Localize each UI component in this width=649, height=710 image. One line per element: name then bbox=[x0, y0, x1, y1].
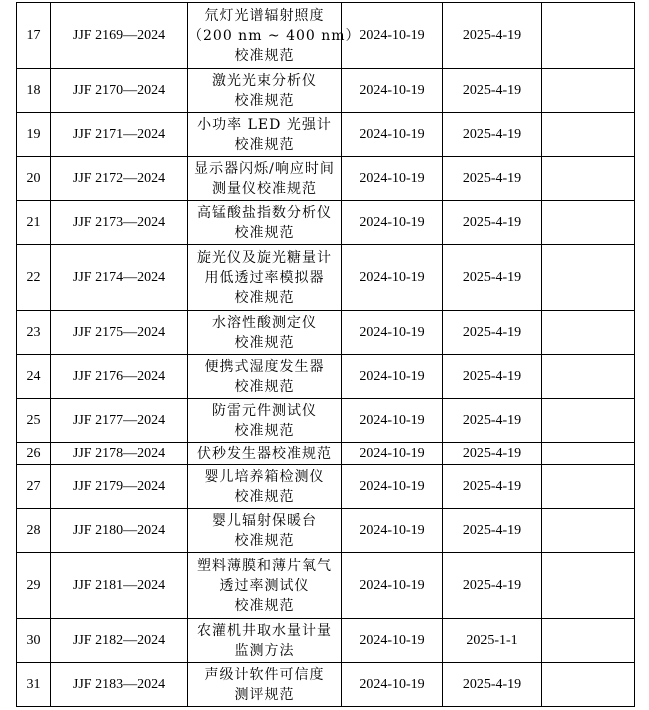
standard-name-line: 激光光束分析仪 bbox=[212, 72, 317, 89]
note-cell bbox=[542, 553, 635, 619]
standard-code-cell: JJF 2175—2024 bbox=[51, 311, 188, 355]
standard-name-cell bbox=[188, 509, 342, 553]
effective-date-cell: 2025-4-19 bbox=[443, 465, 542, 509]
publish-date-cell: 2024-10-19 bbox=[342, 509, 443, 553]
standard-name-line: 测量仪校准规范 bbox=[212, 180, 317, 197]
note-cell bbox=[542, 619, 635, 663]
standard-name-cell bbox=[188, 113, 342, 157]
effective-date-cell: 2025-4-19 bbox=[443, 553, 542, 619]
standard-code-cell: JJF 2181—2024 bbox=[51, 553, 188, 619]
standard-name-cell bbox=[188, 465, 342, 509]
standard-code-cell: JJF 2172—2024 bbox=[51, 157, 188, 201]
publish-date-cell: 2024-10-19 bbox=[342, 663, 443, 707]
standard-name-cell bbox=[188, 3, 361, 69]
standard-name-cell bbox=[188, 245, 342, 311]
standard-name-line: 校准规范 bbox=[234, 224, 295, 241]
row-number-cell: 24 bbox=[17, 355, 51, 399]
standard-name-cell bbox=[188, 663, 342, 707]
row-number-cell: 31 bbox=[17, 663, 51, 707]
publish-date-cell: 2024-10-19 bbox=[342, 619, 443, 663]
standard-name-line: 校准规范 bbox=[234, 92, 295, 109]
standard-code-cell: JJF 2182—2024 bbox=[51, 619, 188, 663]
standard-name-line: 测评规范 bbox=[234, 686, 295, 703]
table-row bbox=[17, 69, 635, 113]
note-cell bbox=[542, 465, 635, 509]
note-cell bbox=[542, 399, 635, 443]
note-cell bbox=[542, 69, 635, 113]
row-number-cell: 26 bbox=[17, 443, 51, 465]
standard-code-cell: JJF 2169—2024 bbox=[51, 3, 188, 69]
row-number-cell: 30 bbox=[17, 619, 51, 663]
row-number-cell: 28 bbox=[17, 509, 51, 553]
effective-date-cell: 2025-4-19 bbox=[443, 509, 542, 553]
standard-code-cell: JJF 2171—2024 bbox=[51, 113, 188, 157]
standard-name-line: 校准规范 bbox=[234, 422, 295, 439]
effective-date-cell: 2025-4-19 bbox=[443, 399, 542, 443]
note-cell bbox=[542, 3, 635, 69]
effective-date-cell: 2025-4-19 bbox=[443, 69, 542, 113]
row-number-cell: 20 bbox=[17, 157, 51, 201]
standard-name-cell bbox=[188, 355, 342, 399]
publish-date-cell: 2024-10-19 bbox=[342, 553, 443, 619]
note-cell bbox=[542, 245, 635, 311]
publish-date-cell: 2024-10-19 bbox=[342, 69, 443, 113]
table-row bbox=[17, 157, 635, 201]
standard-name-line: 显示器闪烁/响应时间 bbox=[194, 160, 335, 177]
standard-name-line: 校准规范 bbox=[234, 334, 295, 351]
standard-name-line: 伏秒发生器校准规范 bbox=[197, 445, 332, 462]
standard-code-cell: JJF 2178—2024 bbox=[51, 443, 188, 465]
standard-name-line: 农灌机井取水量计量 bbox=[197, 622, 332, 639]
table-row bbox=[17, 509, 635, 553]
standard-code-cell: JJF 2174—2024 bbox=[51, 245, 188, 311]
table-row bbox=[17, 553, 635, 619]
standard-name-line: （200 nm ~ 400 nm） bbox=[188, 27, 361, 44]
standard-name-line: 监测方法 bbox=[234, 642, 295, 659]
standard-code-cell: JJF 2180—2024 bbox=[51, 509, 188, 553]
standard-name-line: 校准规范 bbox=[234, 289, 295, 306]
row-number-cell: 29 bbox=[17, 553, 51, 619]
effective-date-cell: 2025-4-19 bbox=[443, 3, 542, 69]
standard-name-cell bbox=[188, 157, 342, 201]
effective-date-cell: 2025-4-19 bbox=[443, 443, 542, 465]
publish-date-cell: 2024-10-19 bbox=[342, 201, 443, 245]
standard-code-cell: JJF 2179—2024 bbox=[51, 465, 188, 509]
standard-code-cell: JJF 2177—2024 bbox=[51, 399, 188, 443]
effective-date-cell: 2025-4-19 bbox=[443, 201, 542, 245]
standard-name-line: 声级计软件可信度 bbox=[204, 666, 325, 683]
publish-date-cell: 2024-10-19 bbox=[342, 3, 443, 69]
row-number-cell: 22 bbox=[17, 245, 51, 311]
standard-name-cell bbox=[188, 69, 342, 113]
standard-name-line: 高锰酸盐指数分析仪 bbox=[197, 204, 332, 221]
standard-name-line: 防雷元件测试仪 bbox=[212, 402, 317, 419]
table-row bbox=[17, 113, 635, 157]
row-number-cell: 23 bbox=[17, 311, 51, 355]
standard-name-line: 旋光仪及旋光糖量计 bbox=[197, 249, 332, 266]
standard-name-line: 用低透过率模拟器 bbox=[204, 269, 325, 286]
standard-name-cell bbox=[188, 553, 342, 619]
standard-name-cell bbox=[188, 399, 342, 443]
row-number-cell: 25 bbox=[17, 399, 51, 443]
row-number-cell: 18 bbox=[17, 69, 51, 113]
table-body bbox=[17, 3, 635, 707]
standard-name-cell bbox=[188, 201, 342, 245]
standard-name-line: 便携式湿度发生器 bbox=[204, 358, 325, 375]
effective-date-cell: 2025-1-1 bbox=[443, 619, 542, 663]
standard-name-line: 校准规范 bbox=[234, 136, 295, 153]
standard-name-line: 校准规范 bbox=[234, 378, 295, 395]
note-cell bbox=[542, 509, 635, 553]
standard-code-cell: JJF 2183—2024 bbox=[51, 663, 188, 707]
table-row bbox=[17, 619, 635, 663]
row-number-cell: 21 bbox=[17, 201, 51, 245]
standard-name-line: 透过率测试仪 bbox=[219, 577, 310, 594]
table-row bbox=[17, 399, 635, 443]
standard-name-line: 校准规范 bbox=[234, 532, 295, 549]
table-row bbox=[17, 3, 635, 69]
table-row bbox=[17, 355, 635, 399]
standard-name-line: 氘灯光谱辐射照度 bbox=[204, 7, 325, 24]
publish-date-cell: 2024-10-19 bbox=[342, 465, 443, 509]
note-cell bbox=[542, 355, 635, 399]
note-cell bbox=[542, 443, 635, 465]
standard-name-line: 婴儿培养箱检测仪 bbox=[204, 468, 325, 485]
table-row bbox=[17, 663, 635, 707]
standard-name-line: 塑料薄膜和薄片氧气 bbox=[197, 557, 332, 574]
publish-date-cell: 2024-10-19 bbox=[342, 157, 443, 201]
effective-date-cell: 2025-4-19 bbox=[443, 245, 542, 311]
row-number-cell: 17 bbox=[17, 3, 51, 69]
standards-table bbox=[16, 2, 635, 707]
effective-date-cell: 2025-4-19 bbox=[443, 311, 542, 355]
row-number-cell: 27 bbox=[17, 465, 51, 509]
publish-date-cell: 2024-10-19 bbox=[342, 355, 443, 399]
table-row bbox=[17, 465, 635, 509]
note-cell bbox=[542, 663, 635, 707]
publish-date-cell: 2024-10-19 bbox=[342, 443, 443, 465]
table-row bbox=[17, 443, 635, 465]
table-row bbox=[17, 311, 635, 355]
effective-date-cell: 2025-4-19 bbox=[443, 157, 542, 201]
note-cell bbox=[542, 113, 635, 157]
effective-date-cell: 2025-4-19 bbox=[443, 355, 542, 399]
standard-code-cell: JJF 2170—2024 bbox=[51, 69, 188, 113]
standard-name-line: 校准规范 bbox=[234, 488, 295, 505]
standard-name-cell bbox=[188, 619, 342, 663]
standard-name-line: 小功率 LED 光强计 bbox=[197, 116, 332, 133]
row-number-cell: 19 bbox=[17, 113, 51, 157]
standard-name-line: 校准规范 bbox=[234, 47, 295, 64]
standard-name-line: 水溶性酸测定仪 bbox=[212, 314, 317, 331]
note-cell bbox=[542, 157, 635, 201]
publish-date-cell: 2024-10-19 bbox=[342, 311, 443, 355]
table-row bbox=[17, 201, 635, 245]
publish-date-cell: 2024-10-19 bbox=[342, 245, 443, 311]
standard-name-line: 校准规范 bbox=[234, 597, 295, 614]
standard-name-line: 婴儿辐射保暖台 bbox=[212, 512, 317, 529]
standard-name-cell bbox=[188, 443, 342, 465]
standard-code-cell: JJF 2176—2024 bbox=[51, 355, 188, 399]
effective-date-cell: 2025-4-19 bbox=[443, 663, 542, 707]
note-cell bbox=[542, 311, 635, 355]
note-cell bbox=[542, 201, 635, 245]
publish-date-cell: 2024-10-19 bbox=[342, 399, 443, 443]
standard-name-cell bbox=[188, 311, 342, 355]
table-row bbox=[17, 245, 635, 311]
effective-date-cell: 2025-4-19 bbox=[443, 113, 542, 157]
standard-code-cell: JJF 2173—2024 bbox=[51, 201, 188, 245]
publish-date-cell: 2024-10-19 bbox=[342, 113, 443, 157]
